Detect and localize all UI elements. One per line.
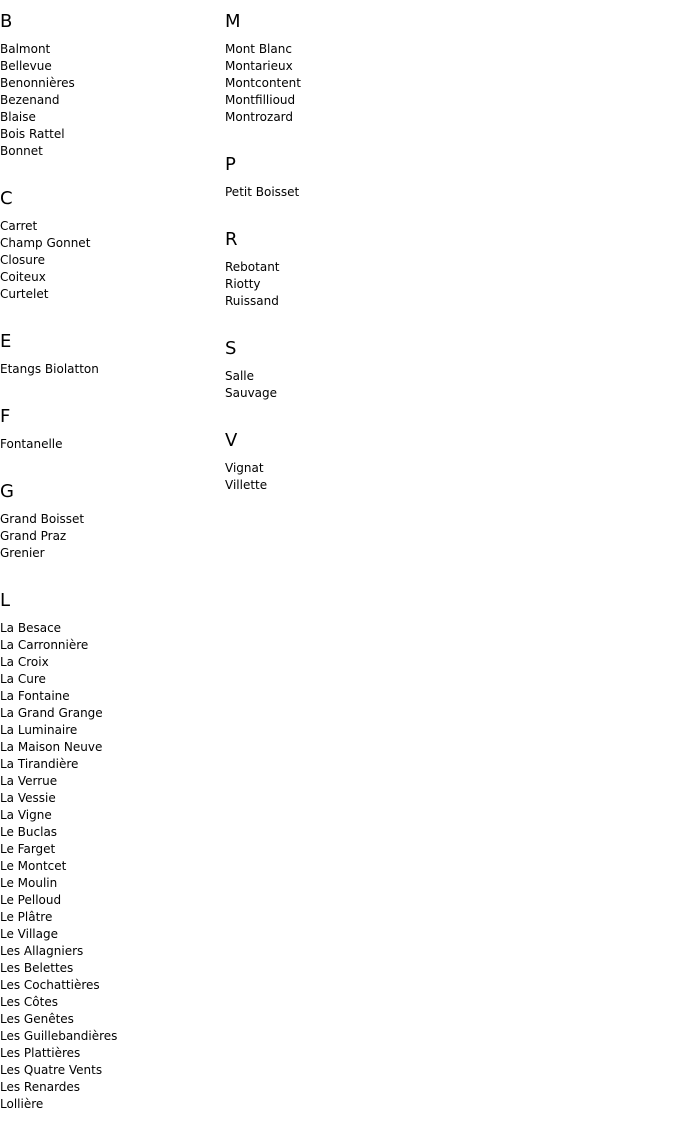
place-link[interactable]: Benonnières	[0, 76, 75, 90]
letter-heading: P	[225, 154, 236, 175]
place-link[interactable]: Bonnet	[0, 144, 43, 158]
letter-group-p	[225, 154, 450, 218]
letter-group-m	[225, 11, 450, 143]
letter-heading: R	[225, 229, 238, 250]
place-link[interactable]: Les Belettes	[0, 961, 74, 975]
group-spacer	[0, 303, 225, 320]
place-link[interactable]: La Luminaire	[0, 723, 78, 737]
place-list	[225, 460, 450, 494]
place-link[interactable]: Le Village	[0, 927, 58, 941]
place-link[interactable]: Les Côtes	[0, 995, 58, 1009]
place-link[interactable]: Montrozard	[225, 110, 294, 124]
group-spacer	[225, 201, 450, 218]
place-link[interactable]: Les Quatre Vents	[0, 1063, 103, 1077]
place-link[interactable]: Les Genêtes	[0, 1012, 74, 1026]
place-link[interactable]: Sauvage	[225, 386, 278, 400]
letter-heading: M	[225, 11, 241, 32]
place-link[interactable]: Le Moulin	[0, 876, 58, 890]
letter-heading: G	[0, 481, 14, 502]
place-link[interactable]: Carret	[0, 219, 38, 233]
place-link[interactable]: Villette	[225, 478, 268, 492]
letter-group-v	[225, 430, 450, 511]
letter-group-f	[0, 406, 225, 470]
place-link[interactable]: La Tirandière	[0, 757, 79, 771]
place-link[interactable]: Fontanelle	[0, 437, 63, 451]
place-list	[225, 368, 450, 402]
letter-group-e	[0, 331, 225, 395]
place-link[interactable]: Bois Rattel	[0, 127, 65, 141]
group-spacer	[0, 453, 225, 470]
place-list	[225, 259, 450, 310]
place-list	[0, 511, 225, 562]
place-link[interactable]: Salle	[225, 369, 255, 383]
letter-heading: C	[0, 188, 13, 209]
group-spacer	[0, 1113, 225, 1130]
letter-group-s	[225, 338, 450, 419]
group-spacer	[225, 402, 450, 419]
place-link[interactable]: Grand Praz	[0, 529, 67, 543]
place-list	[225, 184, 450, 201]
place-link[interactable]: La Maison Neuve	[0, 740, 103, 754]
place-link[interactable]: Les Guillebandières	[0, 1029, 118, 1043]
place-link[interactable]: La Carronnière	[0, 638, 89, 652]
place-link[interactable]: Riotty	[225, 277, 261, 291]
place-link[interactable]: Blaise	[0, 110, 36, 124]
group-spacer	[225, 126, 450, 143]
index-column-left	[0, 0, 225, 1130]
place-link[interactable]: La Fontaine	[0, 689, 70, 703]
letter-group-b	[0, 11, 225, 177]
place-list	[0, 436, 225, 453]
place-link[interactable]: Les Cochattières	[0, 978, 100, 992]
place-link[interactable]: Montarieux	[225, 59, 293, 73]
group-spacer	[0, 562, 225, 579]
place-link[interactable]: La Vessie	[0, 791, 56, 805]
place-link[interactable]: Ruissand	[225, 294, 279, 308]
place-link[interactable]: Closure	[0, 253, 45, 267]
letter-heading: B	[0, 11, 13, 32]
letter-group-l	[0, 590, 225, 1130]
place-link[interactable]: Grand Boisset	[0, 512, 85, 526]
place-link[interactable]: Etangs Biolatton	[0, 362, 99, 376]
place-link[interactable]: La Besace	[0, 621, 62, 635]
letter-heading: V	[225, 430, 238, 451]
place-link[interactable]: Rebotant	[225, 260, 280, 274]
place-link[interactable]: Bellevue	[0, 59, 52, 73]
place-link[interactable]: Lollière	[0, 1097, 44, 1111]
place-link[interactable]: Vignat	[225, 461, 264, 475]
place-link[interactable]: Le Montcet	[0, 859, 67, 873]
place-link[interactable]: Montcontent	[225, 76, 301, 90]
place-link[interactable]: Le Plâtre	[0, 910, 53, 924]
letter-heading: S	[225, 338, 237, 359]
place-link[interactable]: La Croix	[0, 655, 49, 669]
group-spacer	[0, 160, 225, 177]
letter-heading: L	[0, 590, 11, 611]
place-list	[0, 41, 225, 160]
place-link[interactable]: Le Farget	[0, 842, 56, 856]
place-link[interactable]: La Vigne	[0, 808, 52, 822]
place-link[interactable]: La Grand Grange	[0, 706, 103, 720]
letter-heading: F	[0, 406, 11, 427]
place-link[interactable]: Le Pelloud	[0, 893, 62, 907]
place-link[interactable]: Mont Blanc	[225, 42, 292, 56]
place-link[interactable]: Petit Boisset	[225, 185, 300, 199]
place-link[interactable]: Curtelet	[0, 287, 49, 301]
place-list	[225, 41, 450, 126]
letter-group-g	[0, 481, 225, 579]
group-spacer	[0, 378, 225, 395]
place-list	[0, 620, 225, 1113]
place-link[interactable]: Les Allagniers	[0, 944, 84, 958]
place-link[interactable]: Balmont	[0, 42, 51, 56]
place-link[interactable]: La Verrue	[0, 774, 58, 788]
place-link[interactable]: Coiteux	[0, 270, 46, 284]
letter-heading: E	[0, 331, 12, 352]
place-link[interactable]: Les Renardes	[0, 1080, 81, 1094]
group-spacer	[225, 494, 450, 511]
letter-group-c	[0, 188, 225, 320]
place-link[interactable]: Montfillioud	[225, 93, 296, 107]
place-link[interactable]: Les Plattières	[0, 1046, 81, 1060]
group-spacer	[225, 310, 450, 327]
index-column-right	[225, 0, 450, 511]
place-link[interactable]: Bezenand	[0, 93, 60, 107]
place-link[interactable]: Grenier	[0, 546, 45, 560]
place-link[interactable]: La Cure	[0, 672, 46, 686]
place-link[interactable]: Le Buclas	[0, 825, 58, 839]
place-list	[0, 218, 225, 303]
place-list	[0, 361, 225, 378]
letter-group-r	[225, 229, 450, 327]
place-link[interactable]: Champ Gonnet	[0, 236, 91, 250]
